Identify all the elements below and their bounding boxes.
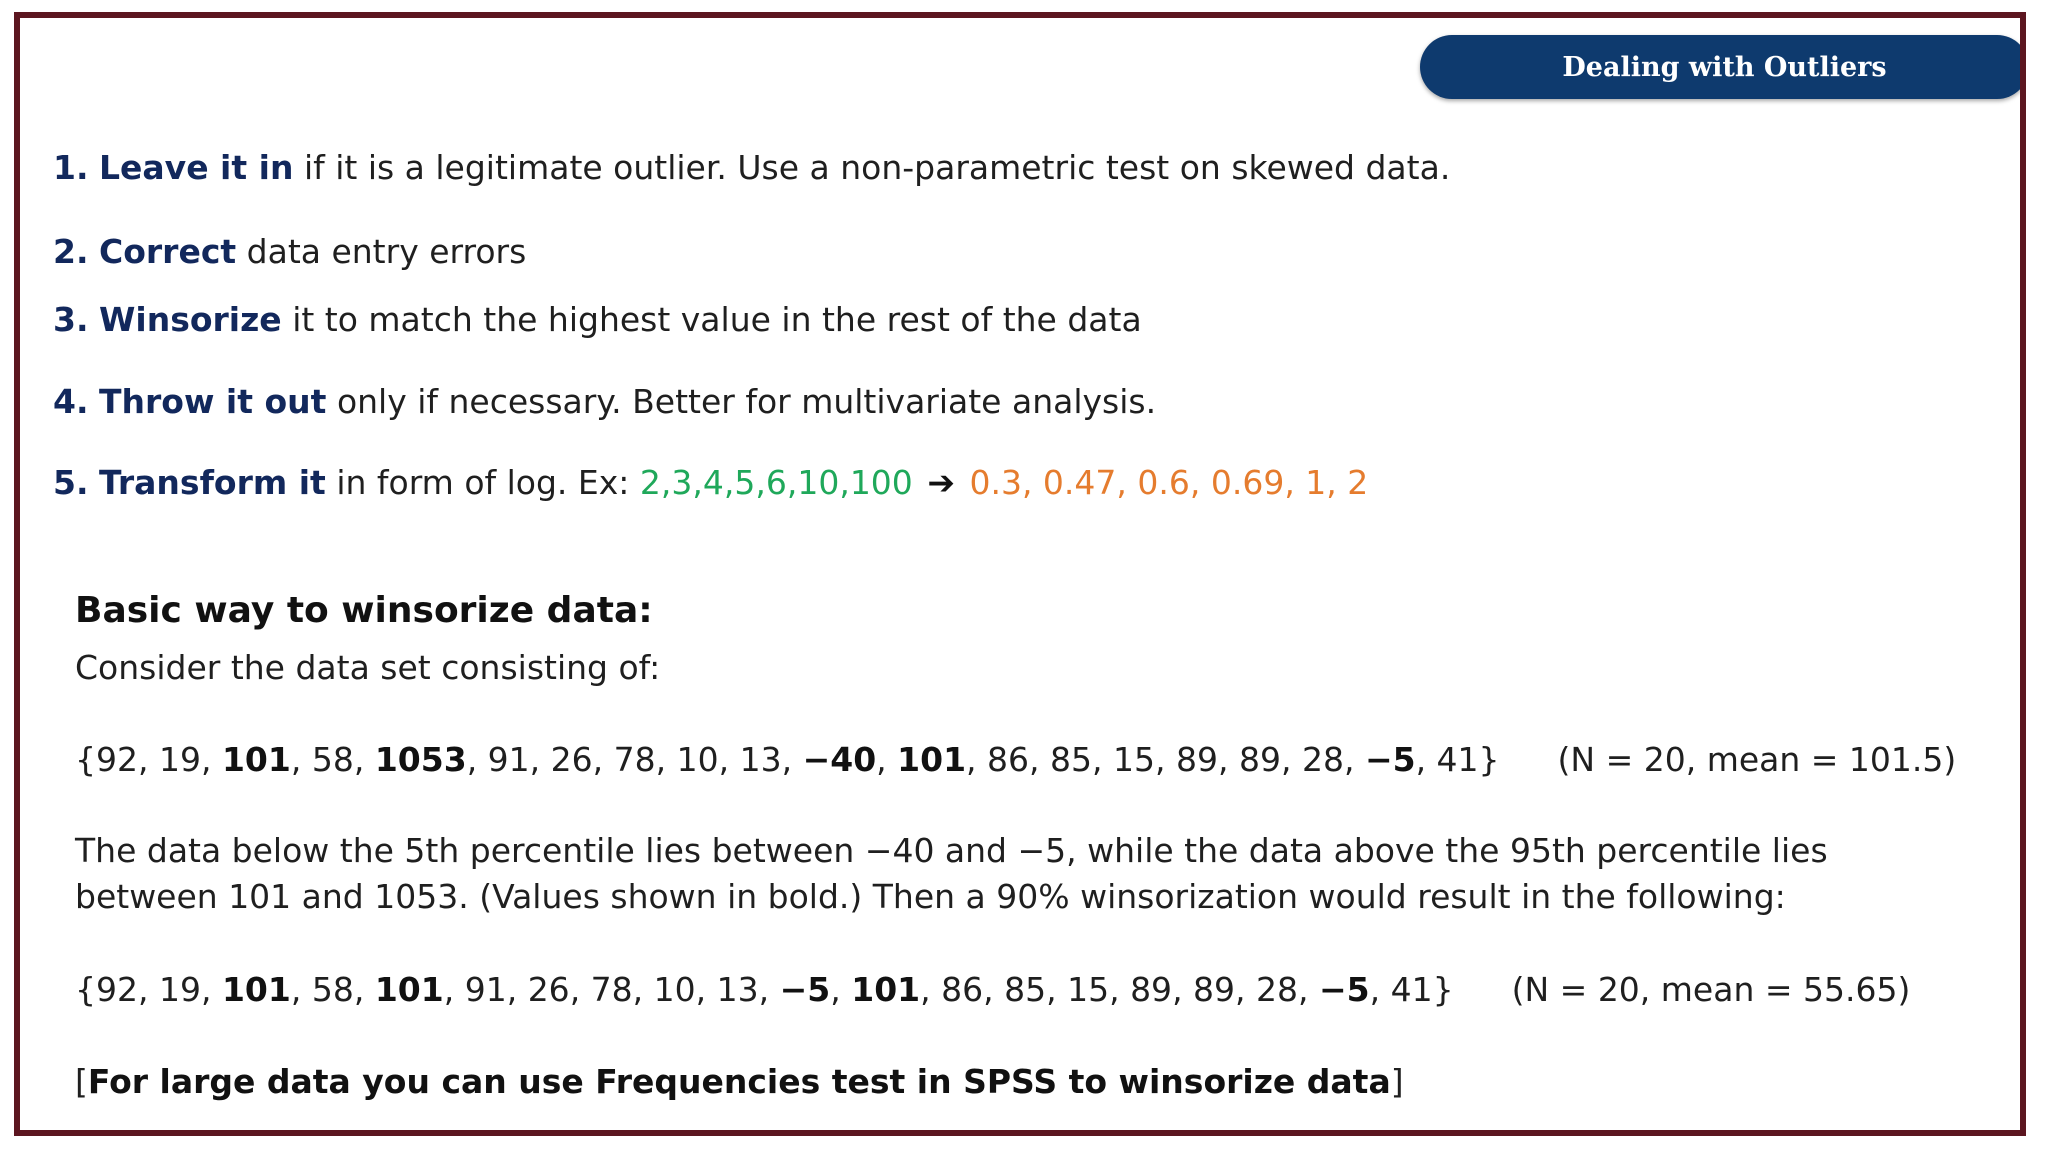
data-value: 85 xyxy=(1004,970,1047,1009)
data-value: 13 xyxy=(716,970,759,1009)
data-value: 15 xyxy=(1113,740,1155,779)
data-value: 10 xyxy=(653,970,696,1009)
list-item xyxy=(53,463,1368,502)
list-item xyxy=(53,382,1156,421)
data-value: 1053 xyxy=(374,740,467,779)
note-text: For large data you can use Frequencies test in SPSS to winsorize data xyxy=(87,1062,1391,1101)
item-keyword: Throw it out xyxy=(99,382,327,421)
slide-title-text: Dealing with Outliers xyxy=(1562,51,1887,83)
winsorize-intro: Consider the data set consisting of: xyxy=(75,648,661,687)
data-value: 26 xyxy=(527,970,570,1009)
data-value: −5 xyxy=(1364,740,1416,779)
data-value: 101 xyxy=(221,740,291,779)
item-keyword: Winsorize xyxy=(99,300,282,339)
winsorize-explanation: The data below the 5th percentile lies between −40 and −5, while the data above the 95th percentile lies between 101 and 1053. (Values shown in bold.) Then a 90% winsorization would result in the following: xyxy=(75,831,1828,916)
item-text: it to match the highest value in the rest of the data xyxy=(281,300,1142,339)
data-value: 89 xyxy=(1175,740,1218,779)
data-value: 78 xyxy=(590,970,633,1009)
data-value: 41 xyxy=(1390,970,1433,1009)
item-text: if it is a legitimate outlier. Use a non-parametric test on skewed data. xyxy=(293,148,1451,187)
bracket-close: ] xyxy=(1390,1062,1404,1101)
item-number: 5. xyxy=(53,463,89,502)
data-value: 13 xyxy=(739,740,782,779)
data-value: 58 xyxy=(311,970,354,1009)
data-value: 91 xyxy=(464,970,507,1009)
data-value: 41 xyxy=(1436,740,1479,779)
winsorized-data-set xyxy=(75,970,1975,1009)
list-item xyxy=(53,148,1450,187)
slide-title xyxy=(1420,35,2026,99)
data-value: 91 xyxy=(487,740,530,779)
item-keyword: Leave it in xyxy=(99,148,294,187)
list-item xyxy=(53,300,1142,339)
data-value: 86 xyxy=(987,740,1030,779)
data-value: 28 xyxy=(1301,740,1344,779)
item-number: 2. xyxy=(53,232,89,271)
arrow-right-icon: ➔ xyxy=(927,463,955,502)
item-keyword: Correct xyxy=(99,232,237,271)
slide xyxy=(14,12,2026,1136)
item-text: in form of log. Ex: xyxy=(325,463,640,502)
data-value: 85 xyxy=(1050,740,1093,779)
data-value: 19 xyxy=(158,740,201,779)
data-set-values: {92, 19, 101, 58, 101, 91, 26, 78, 10, 13, −5, 101, 86, 85, 15, 89, 89, 28, −5, 41} xyxy=(75,970,1454,1009)
data-value: 101 xyxy=(221,970,291,1009)
data-value: 26 xyxy=(550,740,593,779)
item-number: 4. xyxy=(53,382,89,421)
data-value: 92 xyxy=(96,970,138,1009)
data-value: −5 xyxy=(1319,970,1370,1009)
data-value: −40 xyxy=(802,740,877,779)
data-value: 28 xyxy=(1256,970,1299,1009)
data-value: 89 xyxy=(1238,740,1281,779)
data-value: 58 xyxy=(311,740,354,779)
data-set-meta: (N = 20, mean = 55.65) xyxy=(1511,970,1911,1009)
data-set-meta: (N = 20, mean = 101.5) xyxy=(1557,740,1957,779)
item-text: only if necessary. Better for multivariate analysis. xyxy=(326,382,1157,421)
data-value: 78 xyxy=(613,740,656,779)
data-value: 101 xyxy=(897,740,967,779)
spss-note xyxy=(75,1062,1975,1101)
data-value: −5 xyxy=(779,970,831,1009)
data-value: 101 xyxy=(374,970,444,1009)
data-value: 10 xyxy=(676,740,719,779)
data-value: 89 xyxy=(1193,970,1236,1009)
winsorize-heading: Basic way to winsorize data: xyxy=(75,590,653,631)
data-value: 15 xyxy=(1067,970,1110,1009)
example-input-values: 2,3,4,5,6,10,100 xyxy=(639,463,913,502)
bracket-open: [ xyxy=(75,1062,88,1101)
data-set-values: {92, 19, 101, 58, 1053, 91, 26, 78, 10, 13, −40, 101, 86, 85, 15, 89, 89, 28, −5, 41} xyxy=(75,740,1500,779)
item-number: 3. xyxy=(53,300,89,339)
list-item xyxy=(53,232,526,271)
example-output-values: 0.3, 0.47, 0.6, 0.69, 1, 2 xyxy=(969,463,1369,502)
item-text: data entry errors xyxy=(236,232,527,271)
data-value: 101 xyxy=(851,970,921,1009)
item-number: 1. xyxy=(53,148,89,187)
original-data-set xyxy=(75,740,1975,779)
data-value: 19 xyxy=(158,970,201,1009)
data-value: 86 xyxy=(941,970,984,1009)
data-value: 92 xyxy=(96,740,138,779)
item-keyword: Transform it xyxy=(99,463,326,502)
data-value: 89 xyxy=(1130,970,1173,1009)
